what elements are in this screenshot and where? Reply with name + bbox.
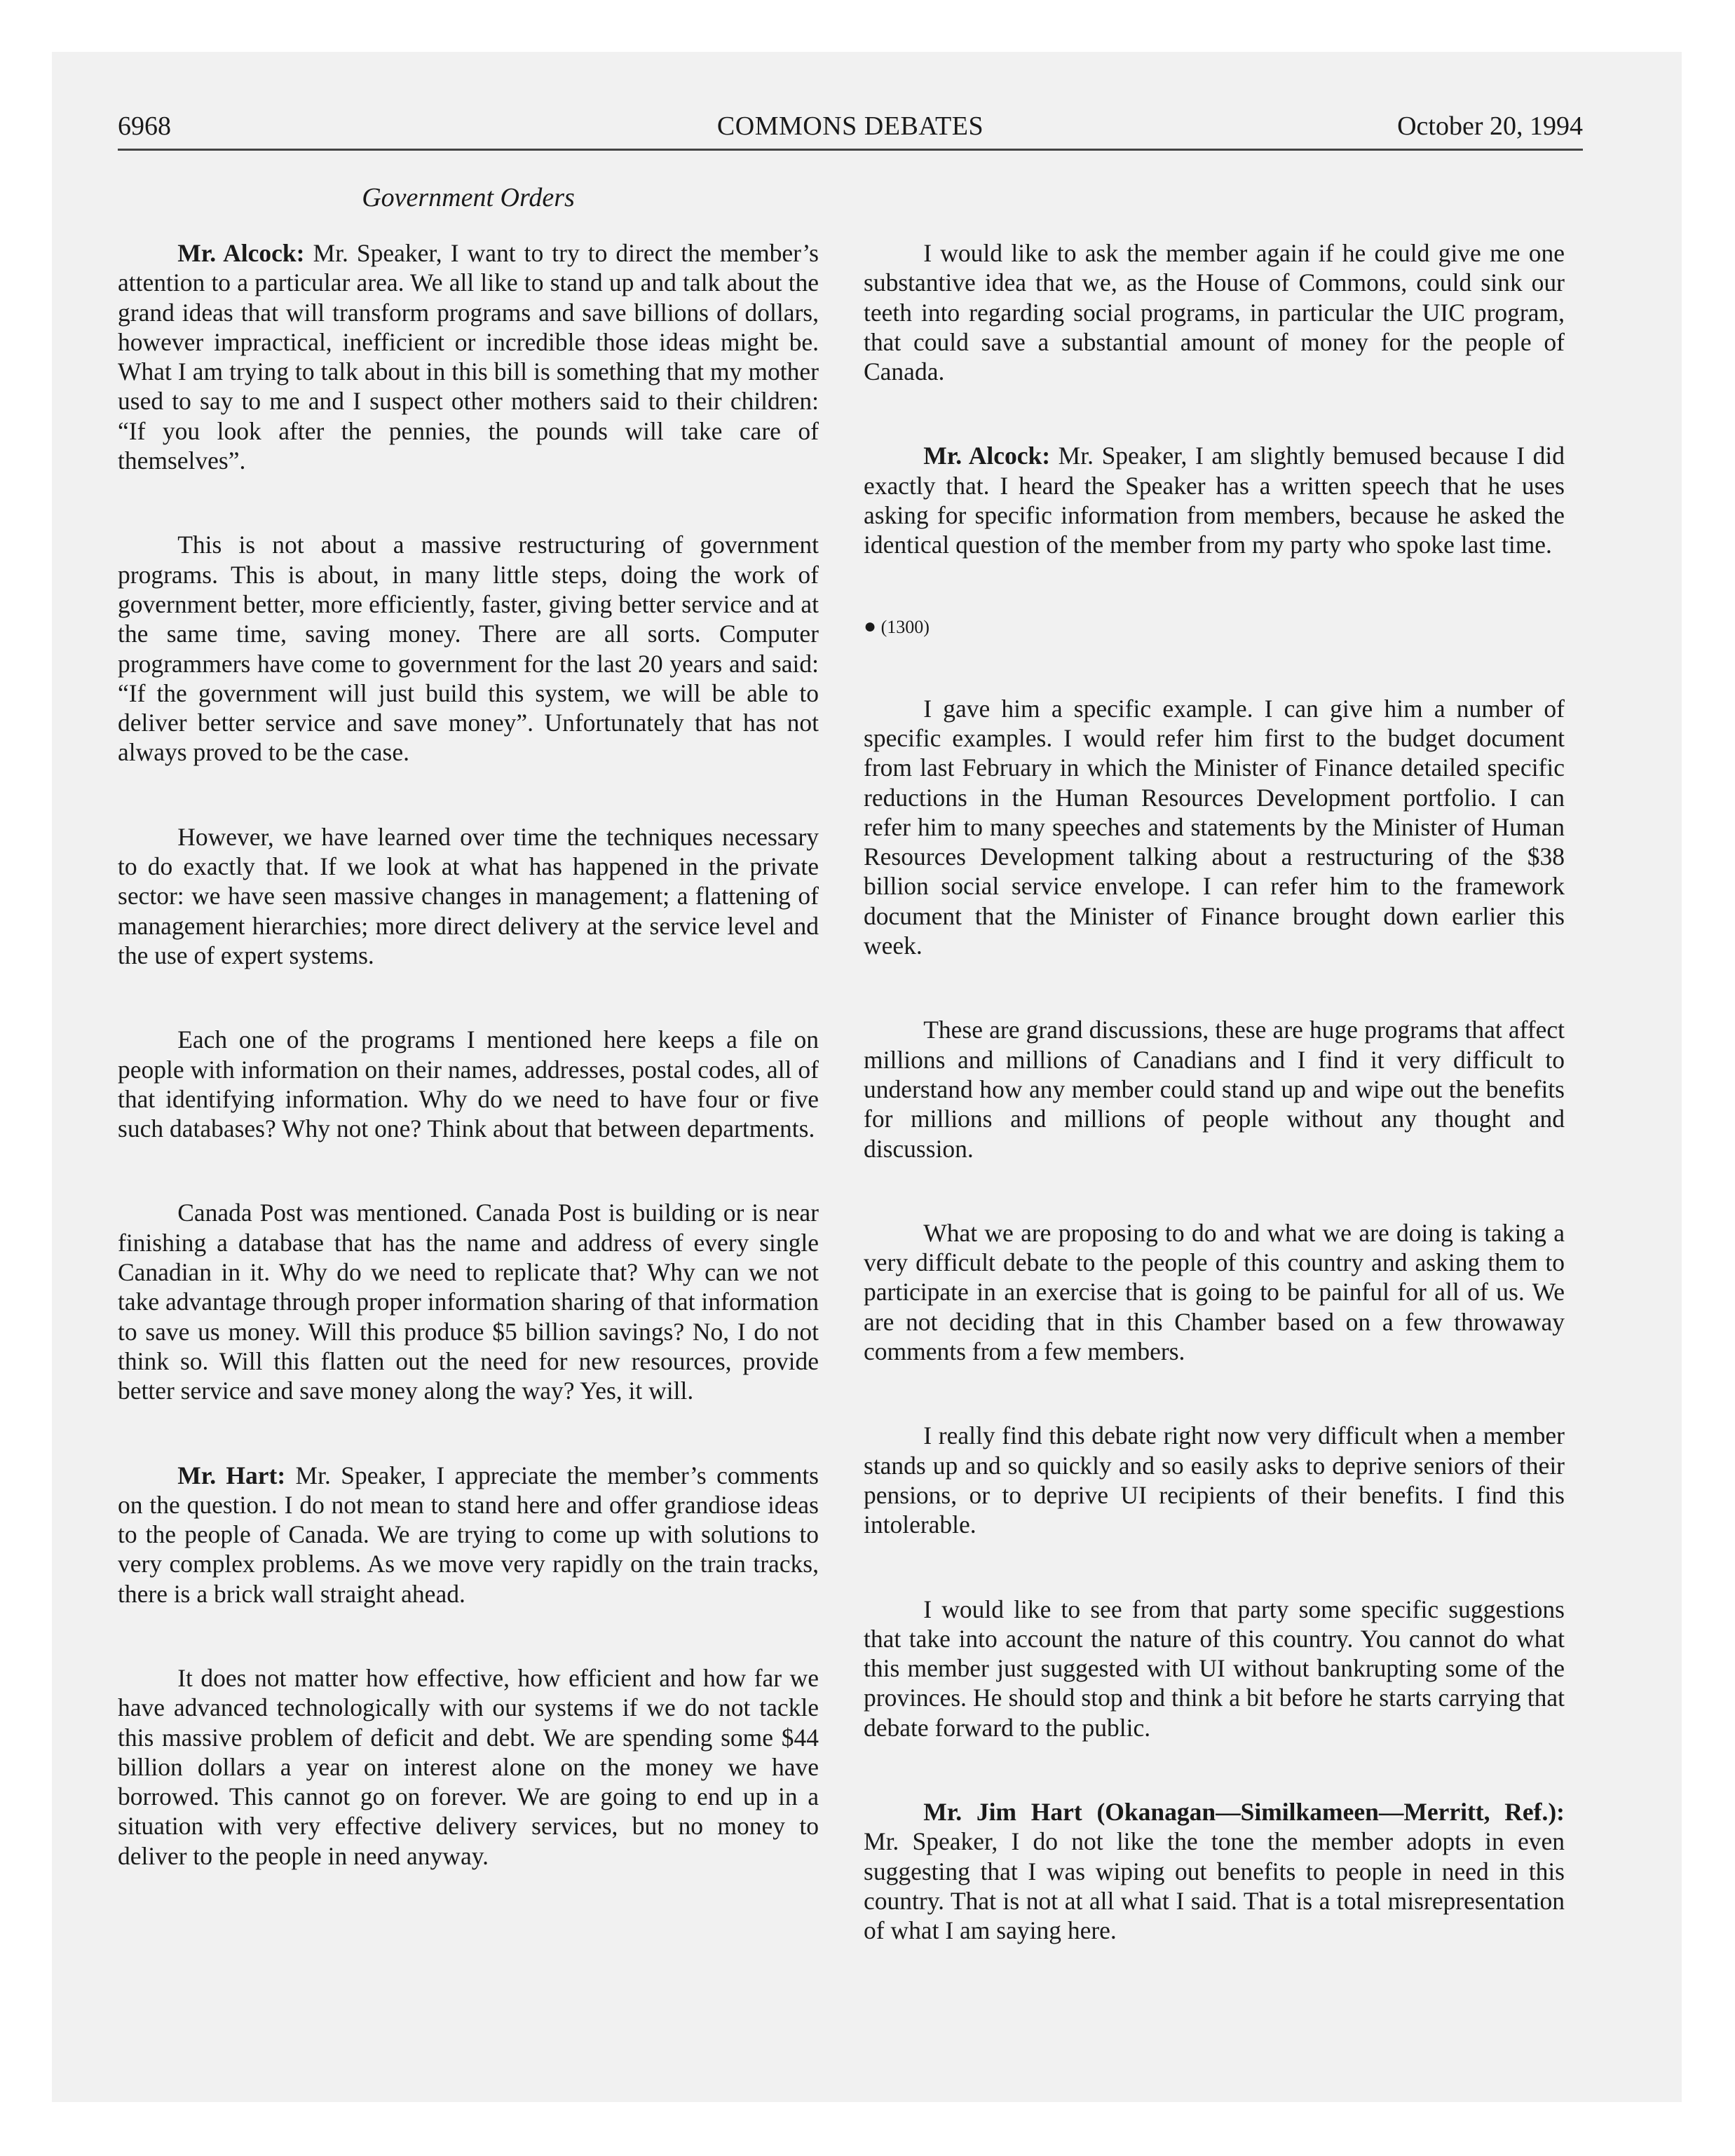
paragraph-text: Mr. Speaker, I want to try to direct the member’s attention to a particular area. We all like to stand up and talk about the grand ideas that will transform programs and save billions of dollars, however impractical, inefficient or incredible those ideas might be. What I am trying to talk about in this bill is something that my mother used to say to me and I suspect other mothers said to their children: “If you look after the pennies, the pounds will take care of themselves”. <box>118 239 819 475</box>
speaker-name: Mr. Hart: <box>177 1461 286 1489</box>
paragraph-text: What we are proposing to do and what we are doing is taking a very difficult debate to the people of this country and asking them to participate in an exercise that is going to be painful for all of us. We are not deciding that in this Chamber based on a few throwaway comments from a few members. <box>864 1218 1565 1366</box>
paragraph-text: It does not matter how effective, how efficient and how far we have advanced technologically with our systems if we do not tackle this massive problem of deficit and debt. We are spending some $44 billion dollars a year on interest alone on the money we have borrowed. This cannot go on forever. We are going to end up in a situation with very effective delivery services, but no money to deliver to the people in need anyway. <box>118 1663 819 1870</box>
paragraph-text: These are grand discussions, these are huge programs that affect millions and millions of Canadians and I find it very difficult to understand how any member could stand up and wipe out the benefits for millions and millions of people without any thought and discussion. <box>864 1016 1565 1163</box>
page-number: 6968 <box>118 111 171 141</box>
paragraph-text: I would like to ask the member again if he could give me one substantive idea that we, as the House of Commons, could sink our teeth into regarding social programs, in particular the UIC program, that could save a substantial amount of money for the people of Canada. <box>864 239 1565 386</box>
paragraph-text: Each one of the programs I mentioned here keeps a file on people with information on their names, addresses, postal codes, all of that identifying information. Why do we need to have four or five such databases? Why not one? Think about that between departments. <box>118 1025 819 1143</box>
header-rule <box>118 149 1583 151</box>
paragraph <box>864 441 1565 559</box>
speaker-name: Mr. Jim Hart (Okanagan—Similkameen—Merritt, Ref.): <box>923 1797 1565 1826</box>
time-marker <box>864 615 1565 639</box>
section-title: Government Orders <box>362 183 575 212</box>
page-header <box>118 111 1583 150</box>
bullet-icon: ● <box>864 614 877 638</box>
paragraph-text: This is not about a massive restructuring of government programs. This is about, in many little steps, doing the work of government better, more efficiently, faster, giving better service and at the same time, saving money. There are all sorts. Computer programmers have come to government for the last 20 years and said: “If the government will just build this system, we will be able to deliver better service and save money”. Unfortunately that has not always proved to be the case. <box>118 531 819 767</box>
paragraph <box>118 238 819 475</box>
time-stamp: (1300) <box>880 616 930 637</box>
paragraph <box>118 1198 819 1405</box>
paragraph-text: I would like to see from that party some specific suggestions that take into account the nature of this country. You cannot do what this member just suggested with UI without bankrupting some of the provinces. He should stop and think a bit before he starts carrying that debate forward to the public. <box>864 1595 1565 1742</box>
left-column <box>118 238 819 1925</box>
paragraph-text: However, we have learned over time the techniques necessary to do exactly that. If we look at what has happened in the private sector: we have seen massive changes in management; a flattening of management hierarchies; more direct delivery at the service level and the use of expert systems. <box>118 822 819 969</box>
paragraph <box>864 1595 1565 1742</box>
paragraph-text: Mr. Speaker, I do not like the tone the member adopts in even suggesting that I was wiping out benefits to people in need in this country. That is not at all what I said. That is a total misrepresentation of what I am saying here. <box>864 1827 1565 1945</box>
paragraph <box>118 1461 819 1609</box>
paragraph <box>864 238 1565 386</box>
paragraph <box>118 1663 819 1871</box>
paragraph-text: Mr. Speaker, I am slightly bemused because I did exactly that. I heard the Speaker has a written speech that he uses asking for specific information from members, because he asked the identical question of the member from my party who spoke last time. <box>864 442 1565 559</box>
paragraph <box>864 1421 1565 1539</box>
paragraph <box>864 1218 1565 1366</box>
speaker-name: Mr. Alcock: <box>177 239 305 267</box>
paragraph-text: Mr. Speaker, I appreciate the member’s comments on the question. I do not mean to stand here and offer grandiose ideas to the people of Canada. We are trying to come up with solutions to very complex problems. As we move very rapidly on the train tracks, there is a brick wall straight ahead. <box>118 1461 819 1608</box>
paragraph <box>118 530 819 767</box>
publication-title: COMMONS DEBATES <box>716 111 984 141</box>
publication-date: October 20, 1994 <box>1397 111 1583 141</box>
paragraph-text: I really find this debate right now very difficult when a member stands up and so quickly and so easily asks to deprive seniors of their pensions, or to deprive UI recipients of their benefits. I find this intolerable. <box>864 1421 1565 1539</box>
paragraph <box>118 1025 819 1143</box>
paragraph <box>864 1015 1565 1163</box>
paragraph <box>118 822 819 970</box>
speaker-name: Mr. Alcock: <box>923 442 1051 470</box>
paragraph <box>864 1797 1565 1945</box>
right-column <box>864 238 1565 2000</box>
paragraph-text: I gave him a specific example. I can give him a number of specific examples. I would refer him first to the budget document from last February in which the Minister of Finance detailed specific reductions in the Human Resources Development portfolio. I can refer him to many speeches and statements by the Minister of Human Resources Development talking about a restructuring of the $38 billion social service envelope. I can refer him to the framework document that the Minister of Finance brought down earlier this week. <box>864 694 1565 960</box>
paragraph <box>864 694 1565 961</box>
paragraph-text: Canada Post was mentioned. Canada Post is building or is near finishing a database that has the name and address of every single Canadian in it. Why do we need to replicate that? Why can we not take advantage through proper information sharing of that information to save us money. Will this produce $5 billion savings? No, I do not think so. Will this flatten out the need for new resources, provide better service and save money along the way? Yes, it will. <box>118 1199 819 1405</box>
